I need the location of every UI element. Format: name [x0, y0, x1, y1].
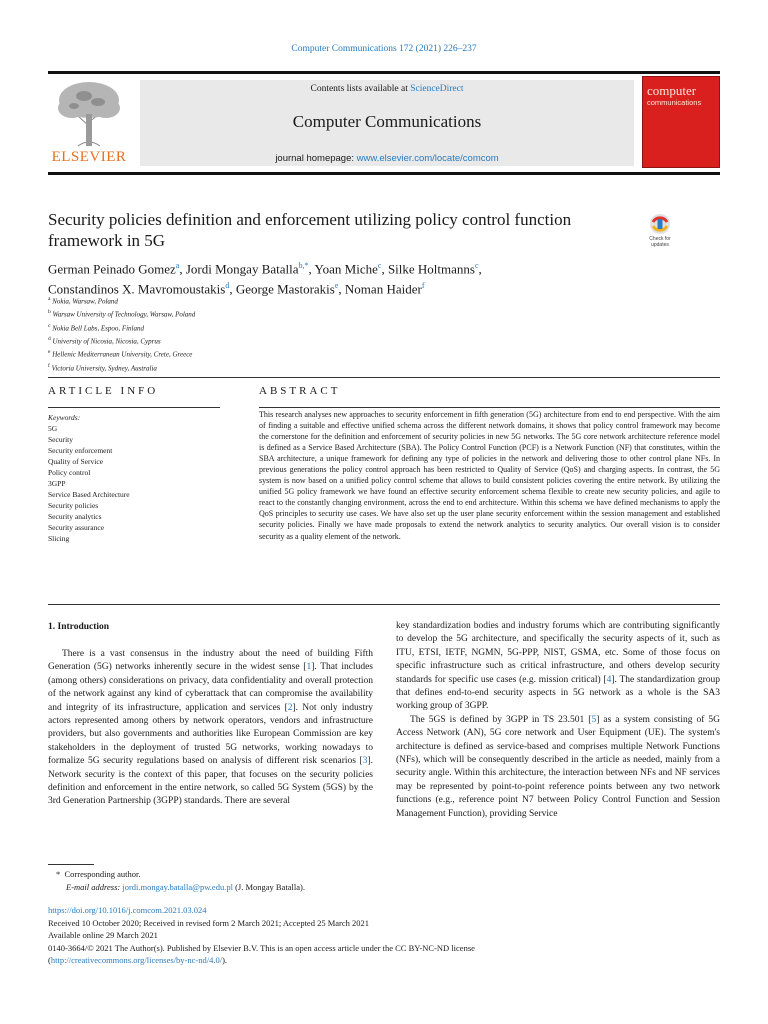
author-affiliation-mark[interactable]: e: [334, 281, 339, 291]
paragraph-text: ] as a system consisting of 5G Access Network (AN), 5G core network and User Equipment (UE). The system's architecture is defined as service-based and comprises multiple Network Functions (NFs), which will be consequently described in the article as needed, mainly from a security angle. Within this architecture, the interaction between NFs and NF services may be represented by point-to-point reference points between any two network functions (e.g., reference point N7 between Policy Control Function and Session Management Function), providing Service: [396, 714, 720, 819]
keyword-item: Security assurance: [48, 523, 105, 532]
homepage-prefix: journal homepage:: [275, 153, 357, 164]
section-heading-introduction: 1. Introduction: [48, 622, 110, 632]
article-info-rule: [48, 407, 220, 408]
affiliation-text: Hellenic Mediterranean University, Crete, Greece: [50, 350, 193, 359]
header-bottom-rule: [48, 172, 720, 175]
article-info-heading: ARTICLE INFO: [48, 385, 159, 397]
affiliation-item: [48, 361, 448, 374]
paragraph-text: ]. The standardization group that defines end-to-end security aspects in 5G network as a whole is the SA3 working group of 3GPP.: [396, 674, 720, 712]
abstract-heading: ABSTRACT: [259, 385, 341, 397]
journal-homepage-link[interactable]: www.elsevier.com/locate/comcom: [356, 153, 499, 164]
author-separator: ,: [179, 261, 186, 277]
keyword-item: Policy control: [48, 468, 91, 477]
author-name: German Peinado Gomez: [48, 261, 176, 277]
keyword-item: Security analytics: [48, 512, 102, 521]
author-name: Jordi Mongay Batalla: [185, 261, 299, 277]
corresponding-author-footnote: [48, 868, 468, 893]
cover-subtitle: communications: [647, 98, 702, 107]
affiliation-item: [48, 334, 448, 347]
author-name: George Mastorakis: [235, 281, 335, 297]
affiliation-letter: e: [48, 349, 51, 356]
affiliation-text: Victoria University, Sydney, Australia: [49, 363, 157, 372]
paragraph-text: ]. That includes (among others) considerations on privacy, data confidentiality and overall protection of the network against any kind of cyberattack that can compromise the availability and integrity of its infrastructure, application and services [: [48, 662, 373, 713]
keyword-item: Security enforcement: [48, 446, 113, 455]
author-name: Constandinos X. Mavromoustakis: [48, 281, 226, 297]
license-statement: 0140-3664/© 2021 The Author(s). Published by Elsevier B.V. This is an open access article under the CC BY-NC-ND license: [48, 942, 475, 953]
paper-title: Security policies definition and enforcement utilizing policy control function framework in 5G: [48, 210, 572, 250]
author-name: Yoan Miche: [314, 261, 378, 277]
affiliation-text: Nokia, Warsaw, Poland: [50, 297, 118, 306]
license-link[interactable]: http://creativecommons.org/licenses/by-nc-nd/4.0/: [50, 955, 223, 965]
affiliation-letter: b: [48, 309, 51, 316]
author-name: Noman Haider: [344, 281, 422, 297]
journal-cover-thumbnail[interactable]: [642, 76, 720, 168]
author-separator: ,: [229, 281, 236, 297]
citation-link[interactable]: 5: [591, 714, 597, 725]
cover-title: computer: [647, 83, 697, 98]
keyword-item: Slicing: [48, 534, 70, 543]
check-updates-icon: [641, 212, 679, 236]
email-owner: (J. Mongay Batalla).: [235, 881, 305, 892]
citation-link[interactable]: 4: [606, 674, 612, 685]
author-separator: ,: [308, 261, 315, 277]
affiliation-text: Warsaw University of Technology, Warsaw, Poland: [50, 310, 196, 319]
abstract-end-rule: [48, 604, 720, 605]
affiliation-item: [48, 347, 448, 360]
body-paragraph: [396, 620, 720, 714]
affiliation-item: [48, 321, 448, 334]
author-list: [48, 257, 728, 298]
affiliation-text: University of Nicosia, Nicosia, Cyprus: [50, 337, 161, 346]
body-column-left: [48, 648, 373, 809]
paragraph-text: ]. Not only industry actors represented among others by network operators, vendors and infrastructure providers, but also governments and authorities like European Commission are key stakeholders in the deployment of trusted 5G networks, working nowadays to formalize 5G security regulations based on analysis of different risk scenarios [: [48, 702, 373, 767]
received-dates: Received 10 October 2020; Received in revised form 2 March 2021; Accepted 25 March 2021: [48, 917, 370, 928]
paragraph-text: There is a vast consensus in the industry about the need of building Fifth Generation (5G) networks inherently secure in the widest sense [: [48, 649, 373, 673]
keyword-item: Security policies: [48, 501, 99, 510]
check-updates-label: Check for updates: [649, 236, 671, 248]
keywords-block: [48, 412, 223, 544]
author-name: Silke Holtmanns: [387, 261, 475, 277]
affiliation-letter: d: [48, 335, 51, 342]
author-affiliation-mark[interactable]: b,*: [298, 261, 309, 270]
body-column-right: [396, 620, 720, 821]
license-open-paren: (: [48, 955, 51, 965]
keyword-item: Security: [48, 435, 73, 444]
author-affiliation-mark[interactable]: c: [377, 261, 382, 270]
abstract-rule: [259, 407, 720, 408]
author-affiliation-mark[interactable]: a: [175, 261, 180, 270]
journal-header: [48, 76, 720, 168]
footnote-label: Corresponding author.: [64, 869, 141, 879]
affiliation-item: [48, 307, 448, 320]
keyword-list: [48, 423, 223, 544]
check-for-updates-badge[interactable]: [641, 212, 679, 252]
footnote-rule: [48, 864, 94, 865]
journal-band: [140, 80, 634, 166]
affiliation-letter: a: [48, 296, 51, 302]
abstract-text: This research analyses new approaches to security enforcement in fifth generation (5G) architecture from end to end perspective. With the aim of finding a suitable and effective unified schema across the different network domains, it shows that policy control framework may become the cornerstone for the definition and enforcement of security policies in new 5G networks. The 5G core network architecture reference model is defined as a Service Based Architecture (SBA). The Policy Control Function (PCF) is a Network Function (NF) that constitutes, within the SBA architecture, a unique framework for defining any type of policies in the network and delivering those to other control plane NFs. In previous generations the policy control approach has been restricted to Quality of Service (QoS) and charging aspects. In contrast, the 5G system is now based on a unified policy control scheme that allows to build consistent policies covering the entire network. By utilizing the unified 5G policy framework we have found an effective security enforcement schema flexible to create new security policies, and agile to react to the constantly changing environment, across the end to end architecture. Within this schema we have defined mechanisms to apply the QoS principles to security use cases. We have also set up the user plane security enforcement within the session management and established security policies. Finally we have made proposals to extend the network analytics to security analytics. Our overall vision is to consider security as a quality element of the network.: [259, 410, 720, 541]
elsevier-logo: [48, 76, 130, 168]
affiliation-text: Nokia Bell Labs, Espoo, Finland: [50, 323, 144, 332]
email-label: E-mail address:: [66, 881, 121, 892]
elsevier-wordmark: ELSEVIER: [51, 149, 127, 165]
paragraph-text: ]. Network security is the context of this paper, that focuses on the security policies definition and enforcement in the entire network, so called 5G System (5GS) by the 3rd Generation Partnership (3GPP) standards. There are several: [48, 756, 373, 807]
article-footer: [48, 904, 728, 967]
affiliation-item: [48, 294, 448, 307]
doi-link[interactable]: https://doi.org/10.1016/j.comcom.2021.03.024: [48, 905, 207, 915]
keywords-label: Keywords:: [48, 413, 81, 422]
homepage-line: [140, 153, 634, 164]
keyword-item: Service Based Architecture: [48, 490, 130, 499]
author-separator: ,: [381, 261, 388, 277]
citation-link[interactable]: 2: [287, 702, 293, 713]
contents-line: [140, 84, 634, 94]
author-affiliation-mark[interactable]: c: [474, 261, 479, 270]
journal-reference-link[interactable]: Computer Communications 172 (2021) 226–237: [291, 44, 477, 54]
keyword-item: Quality of Service: [48, 457, 103, 466]
header-top-rule: [48, 71, 720, 74]
body-paragraph: [396, 714, 720, 821]
keyword-item: 3GPP: [48, 479, 66, 488]
author-separator: ,: [478, 261, 482, 277]
sciencedirect-link[interactable]: ScienceDirect: [410, 84, 464, 94]
paragraph-text: key standardization bodies and industry forums which are contributing significantly to develop the 5G architecture, and specifically the security aspects of it, such as ITU, ETSI, IETF, NGMN, 5G-PPP, NIST, GSMA, etc. Some of those focus on specific infrastructure such as critical infrastructure, and others develop security standards for specific use cases (e.g. mission critical) [: [396, 621, 720, 685]
citation-link[interactable]: 3: [362, 756, 368, 767]
citation-link[interactable]: 1: [306, 662, 312, 673]
author-email-link[interactable]: jordi.mongay.batalla@pw.edu.pl: [122, 881, 233, 892]
contents-prefix: Contents lists available at: [310, 84, 411, 94]
author-affiliation-mark[interactable]: d: [225, 281, 230, 291]
journal-title: Computer Communications: [292, 112, 482, 131]
online-date: Available online 29 March 2021: [48, 930, 158, 940]
paragraph-text: The 5GS is defined by 3GPP in TS 23.501 [: [410, 714, 592, 725]
affiliation-list: [48, 294, 448, 374]
info-top-rule: [48, 377, 720, 378]
author-separator: ,: [338, 281, 345, 297]
affiliation-letter: c: [48, 322, 51, 329]
body-paragraph: [48, 648, 373, 809]
keyword-item: 5G: [48, 424, 58, 433]
footnote-mark: *: [56, 869, 61, 879]
affiliation-letter: f: [48, 362, 50, 369]
elsevier-tree-icon: [48, 76, 130, 148]
author-affiliation-mark[interactable]: f: [421, 281, 425, 291]
license-close-paren: ).: [222, 955, 228, 965]
